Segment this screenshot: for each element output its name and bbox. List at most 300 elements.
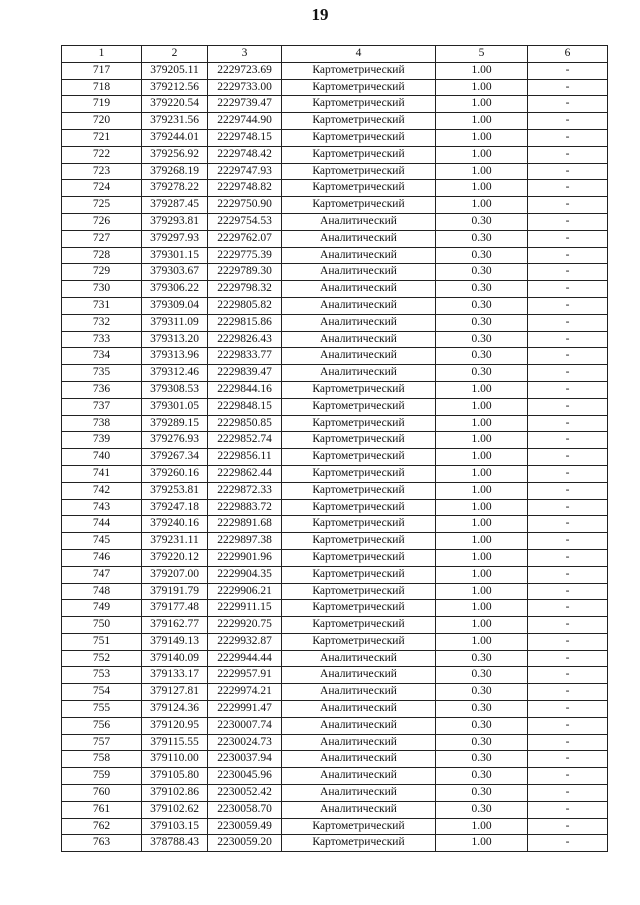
- note-cell: -: [528, 230, 608, 247]
- method-cell: Картометрический: [282, 415, 436, 432]
- table-row: [62, 533, 608, 550]
- method-cell: Аналитический: [282, 785, 436, 802]
- note-cell: -: [528, 465, 608, 482]
- y-coordinate-cell: 2229748.82: [208, 180, 282, 197]
- method-cell: Аналитический: [282, 230, 436, 247]
- x-coordinate-cell: 379313.20: [142, 331, 208, 348]
- method-cell: Картометрический: [282, 566, 436, 583]
- y-coordinate-cell: 2230059.49: [208, 818, 282, 835]
- accuracy-cell: 1.00: [436, 398, 528, 415]
- note-cell: -: [528, 684, 608, 701]
- x-coordinate-cell: 379268.19: [142, 163, 208, 180]
- y-coordinate-cell: 2230058.70: [208, 801, 282, 818]
- point-number-cell: 751: [62, 633, 142, 650]
- point-number-cell: 737: [62, 398, 142, 415]
- point-number-cell: 727: [62, 230, 142, 247]
- accuracy-cell: 1.00: [436, 617, 528, 634]
- method-cell: Картометрический: [282, 96, 436, 113]
- y-coordinate-cell: 2229852.74: [208, 432, 282, 449]
- point-number-cell: 759: [62, 768, 142, 785]
- x-coordinate-cell: 379301.05: [142, 398, 208, 415]
- x-coordinate-cell: 379102.62: [142, 801, 208, 818]
- accuracy-cell: 0.30: [436, 230, 528, 247]
- y-coordinate-cell: 2229856.11: [208, 449, 282, 466]
- note-cell: -: [528, 331, 608, 348]
- accuracy-cell: 1.00: [436, 482, 528, 499]
- accuracy-cell: 1.00: [436, 180, 528, 197]
- note-cell: -: [528, 197, 608, 214]
- accuracy-cell: 1.00: [436, 600, 528, 617]
- y-coordinate-cell: 2229897.38: [208, 533, 282, 550]
- note-cell: -: [528, 297, 608, 314]
- accuracy-cell: 1.00: [436, 381, 528, 398]
- x-coordinate-cell: 379276.93: [142, 432, 208, 449]
- accuracy-cell: 0.30: [436, 264, 528, 281]
- x-coordinate-cell: 379133.17: [142, 667, 208, 684]
- y-coordinate-cell: 2229762.07: [208, 230, 282, 247]
- table-row: [62, 230, 608, 247]
- y-coordinate-cell: 2229739.47: [208, 96, 282, 113]
- note-cell: -: [528, 180, 608, 197]
- accuracy-cell: 1.00: [436, 449, 528, 466]
- point-number-cell: 718: [62, 79, 142, 96]
- note-cell: -: [528, 381, 608, 398]
- note-cell: -: [528, 734, 608, 751]
- x-coordinate-cell: 379308.53: [142, 381, 208, 398]
- table-row: [62, 701, 608, 718]
- y-coordinate-cell: 2229805.82: [208, 297, 282, 314]
- method-cell: Картометрический: [282, 432, 436, 449]
- x-coordinate-cell: 379309.04: [142, 297, 208, 314]
- x-coordinate-cell: 379127.81: [142, 684, 208, 701]
- y-coordinate-cell: 2229991.47: [208, 701, 282, 718]
- method-cell: Аналитический: [282, 701, 436, 718]
- table-row: [62, 96, 608, 113]
- y-coordinate-cell: 2229815.86: [208, 314, 282, 331]
- table-row: [62, 617, 608, 634]
- table-body: [62, 62, 608, 851]
- table-row: [62, 247, 608, 264]
- y-coordinate-cell: 2230059.20: [208, 835, 282, 852]
- point-number-cell: 739: [62, 432, 142, 449]
- note-cell: -: [528, 163, 608, 180]
- method-cell: Аналитический: [282, 314, 436, 331]
- note-cell: -: [528, 667, 608, 684]
- note-cell: -: [528, 482, 608, 499]
- method-cell: Картометрический: [282, 835, 436, 852]
- point-number-cell: 760: [62, 785, 142, 802]
- method-cell: Аналитический: [282, 348, 436, 365]
- x-coordinate-cell: 379124.36: [142, 701, 208, 718]
- x-coordinate-cell: 379240.16: [142, 516, 208, 533]
- x-coordinate-cell: 379301.15: [142, 247, 208, 264]
- table-row: [62, 79, 608, 96]
- note-cell: -: [528, 801, 608, 818]
- accuracy-cell: 1.00: [436, 62, 528, 79]
- table-row: [62, 297, 608, 314]
- method-cell: Картометрический: [282, 465, 436, 482]
- note-cell: -: [528, 533, 608, 550]
- note-cell: -: [528, 247, 608, 264]
- accuracy-cell: 0.30: [436, 785, 528, 802]
- table-row: [62, 650, 608, 667]
- note-cell: -: [528, 62, 608, 79]
- accuracy-cell: 1.00: [436, 566, 528, 583]
- table-row: [62, 465, 608, 482]
- note-cell: -: [528, 213, 608, 230]
- point-number-cell: 742: [62, 482, 142, 499]
- note-cell: -: [528, 314, 608, 331]
- table-row: [62, 667, 608, 684]
- column-header-1: 1: [62, 46, 142, 63]
- note-cell: -: [528, 365, 608, 382]
- method-cell: Аналитический: [282, 768, 436, 785]
- method-cell: Картометрический: [282, 617, 436, 634]
- x-coordinate-cell: 379289.15: [142, 415, 208, 432]
- point-number-cell: 721: [62, 129, 142, 146]
- table-row: [62, 717, 608, 734]
- y-coordinate-cell: 2229904.35: [208, 566, 282, 583]
- method-cell: Аналитический: [282, 213, 436, 230]
- method-cell: Картометрический: [282, 533, 436, 550]
- point-number-cell: 740: [62, 449, 142, 466]
- note-cell: -: [528, 566, 608, 583]
- y-coordinate-cell: 2229748.42: [208, 146, 282, 163]
- note-cell: -: [528, 633, 608, 650]
- y-coordinate-cell: 2230024.73: [208, 734, 282, 751]
- y-coordinate-cell: 2229906.21: [208, 583, 282, 600]
- accuracy-cell: 0.30: [436, 667, 528, 684]
- method-cell: Картометрический: [282, 79, 436, 96]
- method-cell: Картометрический: [282, 381, 436, 398]
- accuracy-cell: 0.30: [436, 717, 528, 734]
- x-coordinate-cell: 379247.18: [142, 499, 208, 516]
- accuracy-cell: 1.00: [436, 163, 528, 180]
- point-number-cell: 724: [62, 180, 142, 197]
- note-cell: -: [528, 768, 608, 785]
- table-row: [62, 482, 608, 499]
- x-coordinate-cell: 379260.16: [142, 465, 208, 482]
- method-cell: Аналитический: [282, 247, 436, 264]
- x-coordinate-cell: 379313.96: [142, 348, 208, 365]
- y-coordinate-cell: 2229932.87: [208, 633, 282, 650]
- x-coordinate-cell: 379303.67: [142, 264, 208, 281]
- accuracy-cell: 1.00: [436, 432, 528, 449]
- accuracy-cell: 0.30: [436, 247, 528, 264]
- method-cell: Картометрический: [282, 600, 436, 617]
- table-row: [62, 818, 608, 835]
- y-coordinate-cell: 2229891.68: [208, 516, 282, 533]
- point-number-cell: 733: [62, 331, 142, 348]
- method-cell: Аналитический: [282, 264, 436, 281]
- x-coordinate-cell: 379191.79: [142, 583, 208, 600]
- x-coordinate-cell: 379220.54: [142, 96, 208, 113]
- accuracy-cell: 1.00: [436, 533, 528, 550]
- y-coordinate-cell: 2230037.94: [208, 751, 282, 768]
- column-header-5: 5: [436, 46, 528, 63]
- column-header-2: 2: [142, 46, 208, 63]
- table-row: [62, 801, 608, 818]
- table-row: [62, 499, 608, 516]
- x-coordinate-cell: 379293.81: [142, 213, 208, 230]
- point-number-cell: 720: [62, 113, 142, 130]
- note-cell: -: [528, 549, 608, 566]
- method-cell: Аналитический: [282, 751, 436, 768]
- accuracy-cell: 0.30: [436, 768, 528, 785]
- note-cell: -: [528, 818, 608, 835]
- method-cell: Аналитический: [282, 297, 436, 314]
- note-cell: -: [528, 717, 608, 734]
- table-row: [62, 449, 608, 466]
- point-number-cell: 745: [62, 533, 142, 550]
- table-row: [62, 600, 608, 617]
- accuracy-cell: 1.00: [436, 96, 528, 113]
- y-coordinate-cell: 2229883.72: [208, 499, 282, 516]
- accuracy-cell: 1.00: [436, 499, 528, 516]
- note-cell: -: [528, 264, 608, 281]
- method-cell: Картометрический: [282, 129, 436, 146]
- accuracy-cell: 0.30: [436, 751, 528, 768]
- x-coordinate-cell: 379297.93: [142, 230, 208, 247]
- table-row: [62, 751, 608, 768]
- method-cell: Аналитический: [282, 331, 436, 348]
- note-cell: -: [528, 785, 608, 802]
- table-row: [62, 314, 608, 331]
- method-cell: Картометрический: [282, 146, 436, 163]
- point-number-cell: 757: [62, 734, 142, 751]
- note-cell: -: [528, 600, 608, 617]
- method-cell: Аналитический: [282, 281, 436, 298]
- table-row: [62, 365, 608, 382]
- method-cell: Аналитический: [282, 365, 436, 382]
- y-coordinate-cell: 2229754.53: [208, 213, 282, 230]
- point-number-cell: 719: [62, 96, 142, 113]
- table-row: [62, 381, 608, 398]
- method-cell: Картометрический: [282, 449, 436, 466]
- y-coordinate-cell: 2229850.85: [208, 415, 282, 432]
- x-coordinate-cell: 379220.12: [142, 549, 208, 566]
- table-row: [62, 146, 608, 163]
- method-cell: Картометрический: [282, 633, 436, 650]
- table-row: [62, 398, 608, 415]
- y-coordinate-cell: 2229862.44: [208, 465, 282, 482]
- x-coordinate-cell: 379120.95: [142, 717, 208, 734]
- accuracy-cell: 1.00: [436, 129, 528, 146]
- point-number-cell: 746: [62, 549, 142, 566]
- x-coordinate-cell: 379253.81: [142, 482, 208, 499]
- note-cell: -: [528, 650, 608, 667]
- table-header-row: [62, 46, 608, 63]
- note-cell: -: [528, 432, 608, 449]
- x-coordinate-cell: 379287.45: [142, 197, 208, 214]
- point-number-cell: 731: [62, 297, 142, 314]
- table-row: [62, 684, 608, 701]
- y-coordinate-cell: 2229733.00: [208, 79, 282, 96]
- point-number-cell: 729: [62, 264, 142, 281]
- y-coordinate-cell: 2229750.90: [208, 197, 282, 214]
- accuracy-cell: 0.30: [436, 701, 528, 718]
- point-number-cell: 754: [62, 684, 142, 701]
- table-row: [62, 62, 608, 79]
- point-number-cell: 756: [62, 717, 142, 734]
- x-coordinate-cell: 379312.46: [142, 365, 208, 382]
- table-row: [62, 348, 608, 365]
- note-cell: -: [528, 96, 608, 113]
- accuracy-cell: 1.00: [436, 146, 528, 163]
- y-coordinate-cell: 2229744.90: [208, 113, 282, 130]
- point-number-cell: 761: [62, 801, 142, 818]
- method-cell: Картометрический: [282, 180, 436, 197]
- accuracy-cell: 1.00: [436, 415, 528, 432]
- accuracy-cell: 0.30: [436, 650, 528, 667]
- column-header-6: 6: [528, 46, 608, 63]
- point-number-cell: 755: [62, 701, 142, 718]
- note-cell: -: [528, 398, 608, 415]
- note-cell: -: [528, 701, 608, 718]
- point-number-cell: 744: [62, 516, 142, 533]
- point-number-cell: 748: [62, 583, 142, 600]
- accuracy-cell: 1.00: [436, 197, 528, 214]
- note-cell: -: [528, 617, 608, 634]
- point-number-cell: 753: [62, 667, 142, 684]
- method-cell: Аналитический: [282, 801, 436, 818]
- accuracy-cell: 1.00: [436, 465, 528, 482]
- x-coordinate-cell: 379140.09: [142, 650, 208, 667]
- point-number-cell: 726: [62, 213, 142, 230]
- table-row: [62, 835, 608, 852]
- y-coordinate-cell: 2229944.44: [208, 650, 282, 667]
- table-row: [62, 331, 608, 348]
- accuracy-cell: 1.00: [436, 113, 528, 130]
- x-coordinate-cell: 379207.00: [142, 566, 208, 583]
- point-number-cell: 747: [62, 566, 142, 583]
- note-cell: -: [528, 516, 608, 533]
- point-number-cell: 728: [62, 247, 142, 264]
- method-cell: Картометрический: [282, 499, 436, 516]
- point-number-cell: 749: [62, 600, 142, 617]
- x-coordinate-cell: 379244.01: [142, 129, 208, 146]
- x-coordinate-cell: 379278.22: [142, 180, 208, 197]
- note-cell: -: [528, 751, 608, 768]
- point-number-cell: 750: [62, 617, 142, 634]
- table-row: [62, 768, 608, 785]
- point-number-cell: 743: [62, 499, 142, 516]
- note-cell: -: [528, 79, 608, 96]
- table-row: [62, 113, 608, 130]
- accuracy-cell: 0.30: [436, 734, 528, 751]
- table-row: [62, 197, 608, 214]
- accuracy-cell: 0.30: [436, 314, 528, 331]
- point-number-cell: 725: [62, 197, 142, 214]
- column-header-4: 4: [282, 46, 436, 63]
- point-number-cell: 762: [62, 818, 142, 835]
- method-cell: Картометрический: [282, 113, 436, 130]
- x-coordinate-cell: 379311.09: [142, 314, 208, 331]
- accuracy-cell: 0.30: [436, 281, 528, 298]
- x-coordinate-cell: 379103.15: [142, 818, 208, 835]
- table-row: [62, 180, 608, 197]
- x-coordinate-cell: 379231.56: [142, 113, 208, 130]
- x-coordinate-cell: 379231.11: [142, 533, 208, 550]
- table-row: [62, 516, 608, 533]
- point-number-cell: 732: [62, 314, 142, 331]
- table-row: [62, 432, 608, 449]
- y-coordinate-cell: 2229957.91: [208, 667, 282, 684]
- accuracy-cell: 1.00: [436, 583, 528, 600]
- method-cell: Картометрический: [282, 197, 436, 214]
- note-cell: -: [528, 281, 608, 298]
- table-row: [62, 415, 608, 432]
- y-coordinate-cell: 2229723.69: [208, 62, 282, 79]
- accuracy-cell: 1.00: [436, 633, 528, 650]
- accuracy-cell: 1.00: [436, 516, 528, 533]
- x-coordinate-cell: 379105.80: [142, 768, 208, 785]
- method-cell: Картометрический: [282, 583, 436, 600]
- x-coordinate-cell: 379205.11: [142, 62, 208, 79]
- y-coordinate-cell: 2230052.42: [208, 785, 282, 802]
- method-cell: Картометрический: [282, 398, 436, 415]
- accuracy-cell: 0.30: [436, 365, 528, 382]
- accuracy-cell: 1.00: [436, 79, 528, 96]
- point-number-cell: 741: [62, 465, 142, 482]
- method-cell: Картометрический: [282, 62, 436, 79]
- method-cell: Картометрический: [282, 818, 436, 835]
- method-cell: Картометрический: [282, 482, 436, 499]
- note-cell: -: [528, 835, 608, 852]
- table-row: [62, 734, 608, 751]
- point-number-cell: 763: [62, 835, 142, 852]
- point-number-cell: 736: [62, 381, 142, 398]
- table-row: [62, 281, 608, 298]
- table-row: [62, 129, 608, 146]
- method-cell: Картометрический: [282, 163, 436, 180]
- y-coordinate-cell: 2229833.77: [208, 348, 282, 365]
- point-number-cell: 717: [62, 62, 142, 79]
- x-coordinate-cell: 379256.92: [142, 146, 208, 163]
- method-cell: Картометрический: [282, 516, 436, 533]
- note-cell: -: [528, 146, 608, 163]
- y-coordinate-cell: 2229844.16: [208, 381, 282, 398]
- method-cell: Аналитический: [282, 684, 436, 701]
- table-row: [62, 213, 608, 230]
- table-row: [62, 583, 608, 600]
- accuracy-cell: 0.30: [436, 684, 528, 701]
- y-coordinate-cell: 2229974.21: [208, 684, 282, 701]
- point-number-cell: 752: [62, 650, 142, 667]
- y-coordinate-cell: 2230007.74: [208, 717, 282, 734]
- accuracy-cell: 0.30: [436, 297, 528, 314]
- accuracy-cell: 0.30: [436, 213, 528, 230]
- y-coordinate-cell: 2229839.47: [208, 365, 282, 382]
- method-cell: Аналитический: [282, 667, 436, 684]
- point-number-cell: 723: [62, 163, 142, 180]
- accuracy-cell: 1.00: [436, 835, 528, 852]
- x-coordinate-cell: 379306.22: [142, 281, 208, 298]
- table-row: [62, 633, 608, 650]
- y-coordinate-cell: 2229826.43: [208, 331, 282, 348]
- method-cell: Аналитический: [282, 650, 436, 667]
- y-coordinate-cell: 2230045.96: [208, 768, 282, 785]
- x-coordinate-cell: 379212.56: [142, 79, 208, 96]
- accuracy-cell: 1.00: [436, 549, 528, 566]
- accuracy-cell: 0.30: [436, 801, 528, 818]
- point-number-cell: 738: [62, 415, 142, 432]
- point-number-cell: 734: [62, 348, 142, 365]
- note-cell: -: [528, 449, 608, 466]
- note-cell: -: [528, 129, 608, 146]
- point-number-cell: 735: [62, 365, 142, 382]
- note-cell: -: [528, 583, 608, 600]
